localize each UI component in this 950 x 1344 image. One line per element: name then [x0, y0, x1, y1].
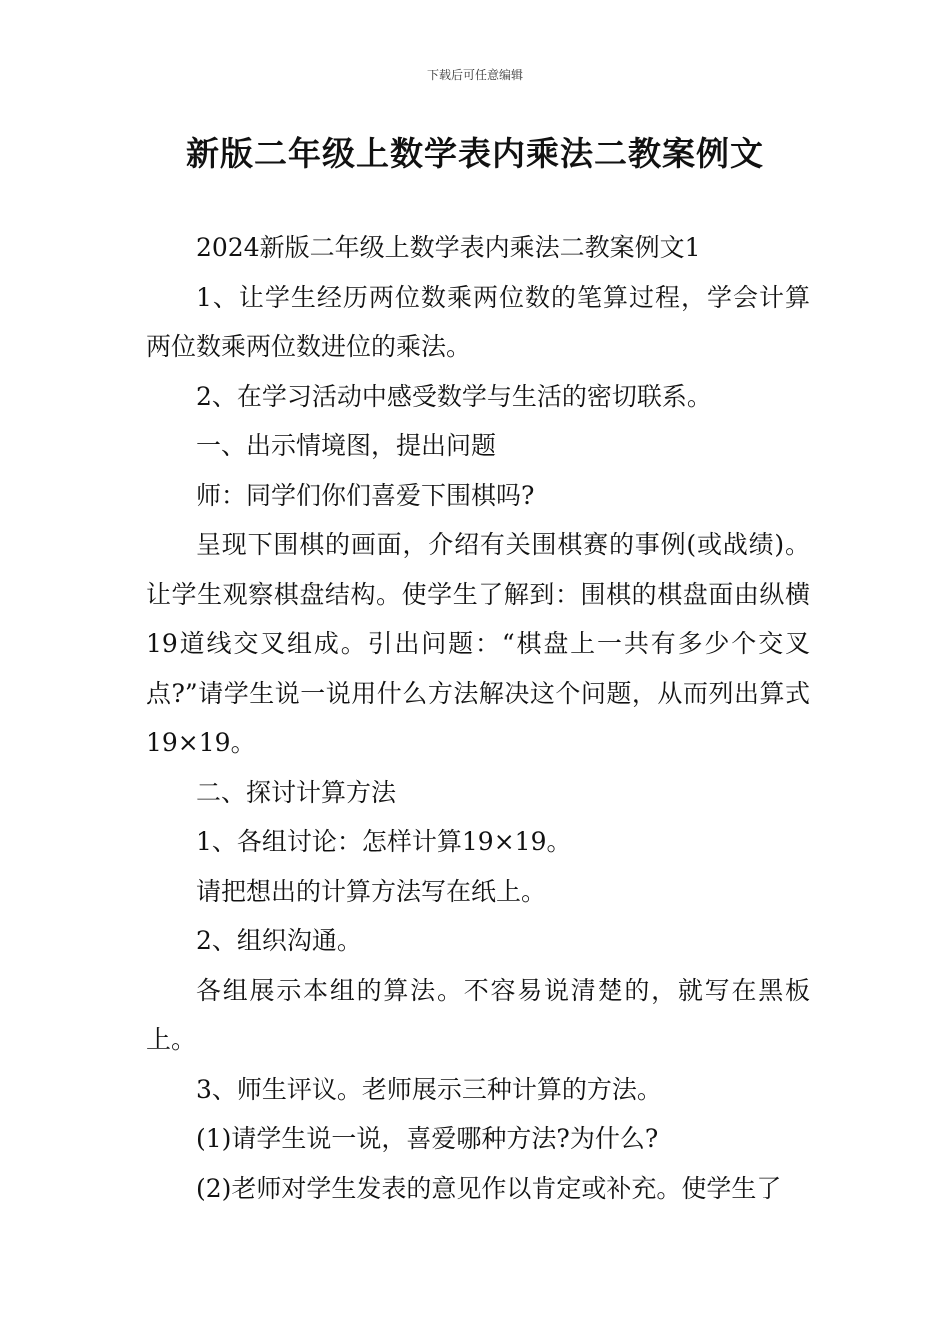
section-heading: 一、出示情境图，提出问题 — [196, 431, 497, 460]
paragraph: (2)老师对学生发表的意见作以肯定或补充。使学生了 — [196, 1173, 782, 1203]
paragraph: 3、师生评议。老师展示三种计算的方法。 — [196, 1074, 662, 1104]
paragraph: (1)请学生说一说，喜爱哪种方法?为什么? — [196, 1124, 659, 1153]
document-body — [146, 223, 810, 1213]
paragraph: 请把想出的计算方法写在纸上。 — [196, 876, 547, 906]
paragraph: 各组展示本组的算法。不容易说清楚的，就写在黑板上。 — [146, 975, 810, 1054]
section-heading: 二、探讨计算方法 — [196, 777, 397, 807]
paragraph: 1、让学生经历两位数乘两位数的笔算过程，学会计算两位数乘两位数进位的乘法。 — [146, 282, 810, 361]
document-title: 新版二年级上数学表内乘法二教案例文 — [186, 134, 764, 173]
paragraph: 呈现下围棋的画面，介绍有关围棋赛的事例(或战绩)。让学生观察棋盘结构。使学生了解到：围棋的棋盘面由纵横19道线交叉组成。引出问题：“棋盘上一共有多少个交叉点?”请学生说一说用什么方法解决这个问题，从而列出算式19×19。 — [146, 530, 810, 757]
header-note: 下载后可任意编辑 — [426, 68, 523, 82]
paragraph: 2、在学习活动中感受数学与生活的密切联系。 — [196, 381, 712, 411]
paragraph: 师：同学们你们喜爱下围棋吗? — [196, 480, 535, 510]
paragraph: 2024新版二年级上数学表内乘法二教案例文1 — [196, 233, 701, 262]
paragraph: 2、组织沟通。 — [196, 926, 362, 955]
paragraph: 1、各组讨论：怎样计算19×19。 — [196, 827, 572, 856]
